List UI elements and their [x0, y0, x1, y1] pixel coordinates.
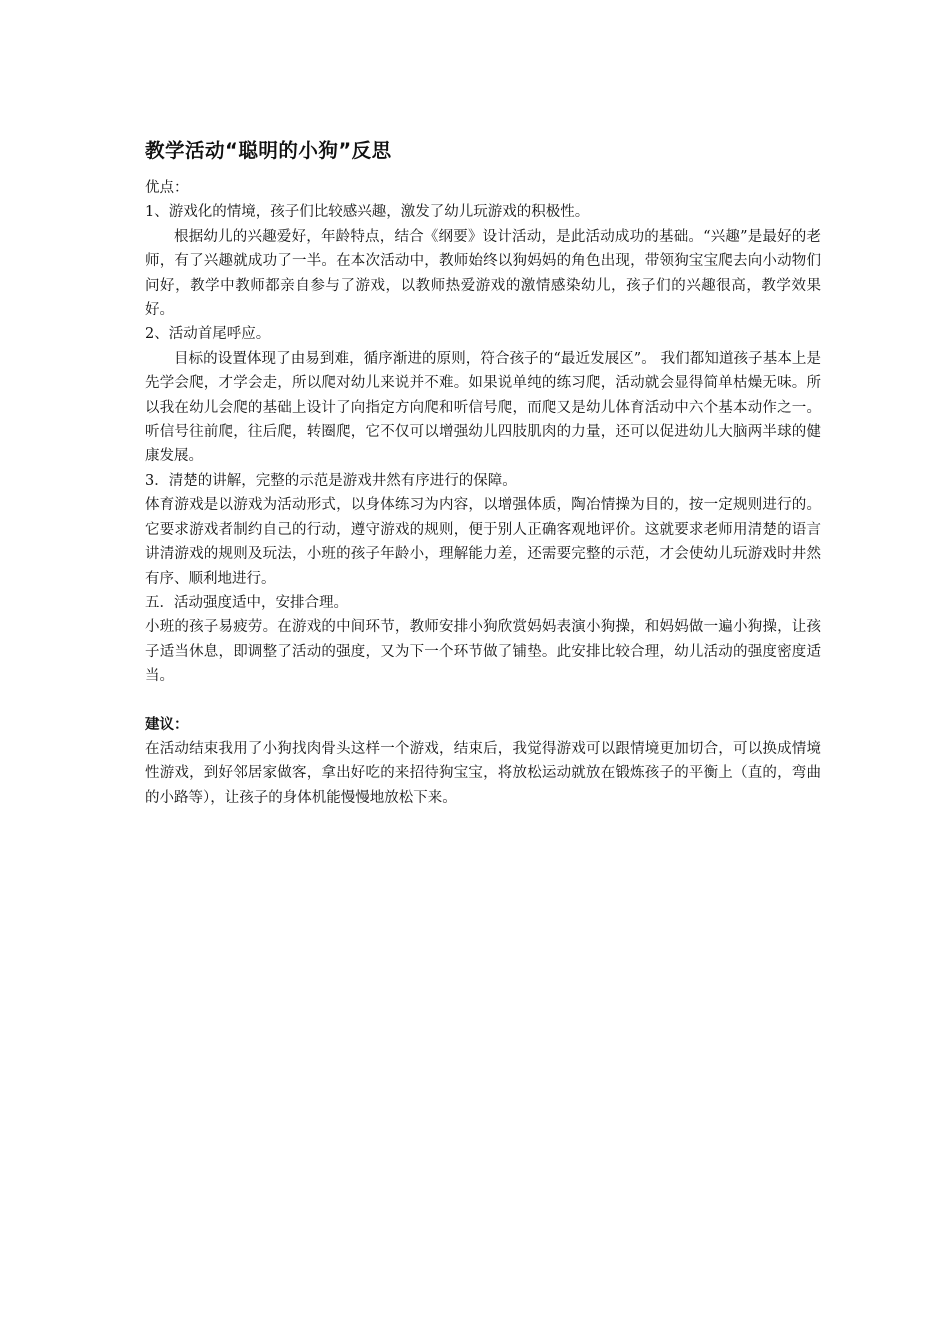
point2-heading: 2、活动首尾呼应。 — [145, 326, 271, 343]
point1-heading: 1、游戏化的情境，孩子们比较感兴趣，激发了幼儿玩游戏的积极性。 — [145, 204, 590, 221]
section-spacer — [145, 689, 821, 713]
point5-heading: 五．活动强度适中，安排合理。 — [145, 594, 348, 611]
suggestions-body: 在活动结束我用了小狗找肉骨头这样一个游戏，结束后，我觉得游戏可以跟情境更加切合，可以换成情境性游戏，到好邻居家做客，拿出好吃的来招待狗宝宝，将放松运动就放在锻炼孩子的平衡上（直的，弯曲的小路等），让孩子的身体机能慢慢地放松下来。 — [145, 740, 821, 806]
point3-body: 体育游戏是以游戏为活动形式，以身体练习为内容，以增强体质，陶冶情操为目的，按一定规则进行的。它要求游戏者制约自己的行动，遵守游戏的规则，便于别人正确客观地评价。这就要求老师用清楚的语言讲清游戏的规则及玩法，小班的孩子年龄小，理解能力差，还需要完整的示范，才会使幼儿玩游戏时井然有序、顺利地进行。 — [145, 497, 821, 587]
point5-body: 小班的孩子易疲劳。在游戏的中间环节，教师安排小狗欣赏妈妈表演小狗操，和妈妈做一遍小狗操，让孩子适当休息，即调整了活动的强度，又为下一个环节做了铺垫。此安排比较合理，幼儿活动的强度密度适当。 — [145, 619, 821, 685]
suggestions-label: 建议： — [145, 716, 189, 733]
document-title: 教学活动“聪明的小狗”反思 — [145, 139, 392, 162]
document-page — [145, 136, 821, 810]
advantages-label: 优点： — [145, 180, 189, 196]
point1-body: 根据幼儿的兴趣爱好，年龄特点，结合《纲要》设计活动，是此活动成功的基础。“兴趣”是最好的老师，有了兴趣就成功了一半。在本次活动中，教师始终以狗妈妈的角色出现，带领狗宝宝爬去向小动物们问好，教学中教师都亲自参与了游戏，以教师热爱游戏的激情感染幼儿，孩子们的兴趣很高，教学效果好。 — [145, 228, 821, 319]
point3-heading: 3．清楚的讲解，完整的示范是游戏井然有序进行的保障。 — [145, 472, 517, 489]
point2-body: 目标的设置体现了由易到难，循序渐进的原则，符合孩子的“最近发展区”。 我们都知道孩子基本上是先学会爬，才学会走，所以爬对幼儿来说并不难。如果说单纯的练习爬，活动就会显得简单枯燥无味。所以我在幼儿会爬的基础上设计了向指定方向爬和听信号爬，而爬又是幼儿体育活动中六个基本动作之一。听信号往前爬，往后爬，转圈爬，它不仅可以增强幼儿四肢肌肉的力量，还可以促进幼儿大脑两半球的健康发展。 — [145, 350, 821, 465]
